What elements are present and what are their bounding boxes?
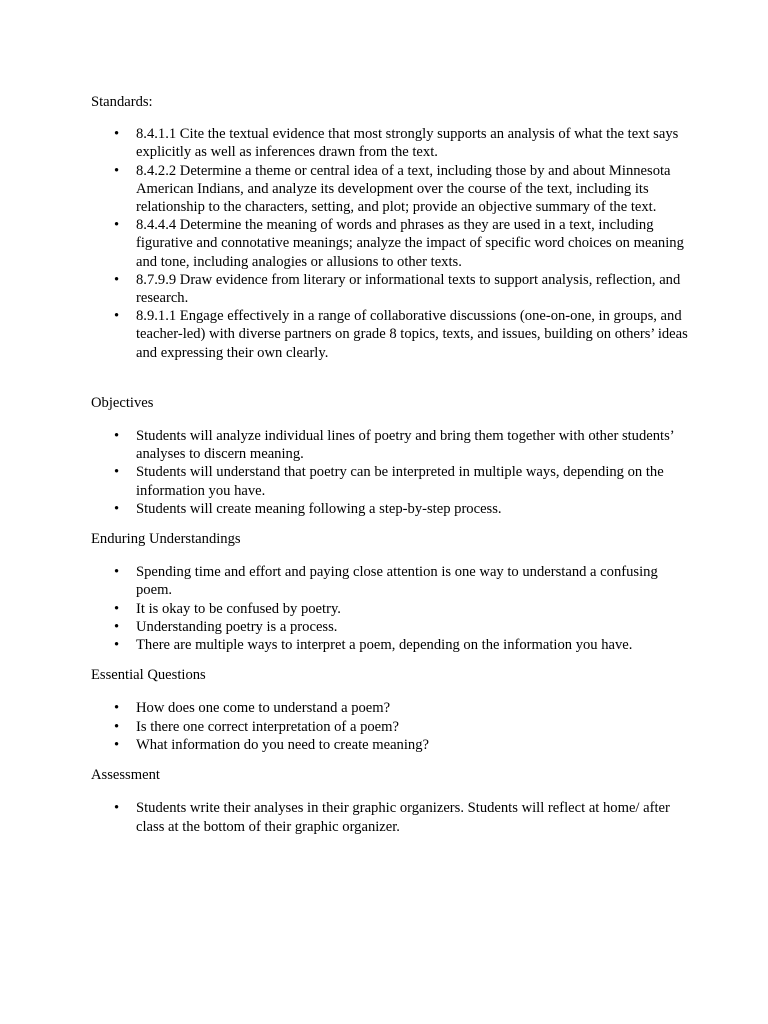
bullet-icon: •	[114, 162, 120, 179]
list-item-text: 8.4.1.1 Cite the textual evidence that most strongly supports an analysis of what the text says explicitly as well as inferences drawn from the text.	[136, 126, 679, 161]
bullet-icon: •	[114, 500, 120, 517]
bullet-icon: •	[114, 718, 120, 735]
list-item	[91, 216, 691, 271]
list-item-text: Spending time and effort and paying close attention is one way to understand a confusing poem.	[136, 564, 658, 599]
list-item	[91, 799, 691, 835]
essential-questions-heading: Essential Questions	[91, 667, 206, 684]
bullet-icon: •	[114, 700, 120, 717]
essential-questions-list	[91, 699, 691, 754]
list-item	[91, 162, 691, 217]
list-item-text: How does one come to understand a poem?	[136, 700, 391, 717]
list-item-text: Understanding poetry is a process.	[136, 618, 338, 635]
standards-list	[91, 125, 691, 362]
list-item	[91, 636, 691, 654]
bullet-icon: •	[114, 800, 120, 817]
list-item	[91, 463, 691, 499]
bullet-icon: •	[114, 126, 120, 143]
standards-heading: Standards:	[91, 94, 153, 110]
objectives-heading: Objectives	[91, 394, 154, 411]
list-item	[91, 307, 691, 362]
enduring-understandings-list	[91, 563, 691, 654]
document-page	[91, 93, 691, 836]
list-item-text: What information do you need to create meaning?	[136, 736, 429, 753]
bullet-icon: •	[114, 618, 120, 635]
bullet-icon: •	[114, 428, 120, 445]
bullet-icon: •	[114, 736, 120, 753]
bullet-icon: •	[114, 564, 120, 581]
bullet-icon: •	[114, 637, 120, 654]
objectives-list	[91, 427, 691, 518]
list-item-text: 8.4.4.4 Determine the meaning of words and phrases as they are used in a text, including figurative and connotative meanings; analyze the impact of specific word choices on meaning and tone, including analogies or allusions to other texts.	[136, 217, 684, 270]
bullet-icon: •	[114, 308, 120, 325]
bullet-icon: •	[114, 217, 120, 234]
list-item	[91, 500, 691, 518]
list-item-text: Students will create meaning following a step-by-step process.	[136, 500, 502, 517]
list-item-text: 8.4.2.2 Determine a theme or central idea of a text, including those by and about Minnesota American Indians, and analyze its development over the course of the text, including its relationship to the characters, setting, and plot; provide an objective summary of the text.	[136, 162, 671, 216]
list-item-text: Students will understand that poetry can be interpreted in multiple ways, depending on the information you have.	[136, 464, 664, 499]
bullet-icon: •	[114, 271, 120, 288]
bullet-icon: •	[114, 600, 120, 617]
bullet-icon: •	[114, 464, 120, 481]
assessment-list	[91, 799, 691, 835]
list-item	[91, 271, 691, 307]
list-item	[91, 600, 691, 618]
list-item	[91, 563, 691, 599]
list-item	[91, 699, 691, 717]
list-item	[91, 618, 691, 636]
list-item	[91, 427, 691, 463]
list-item-text: 8.7.9.9 Draw evidence from literary or informational texts to support analysis, reflection, and research.	[136, 271, 681, 307]
list-item	[91, 736, 691, 754]
list-item-text: 8.9.1.1 Engage effectively in a range of collaborative discussions (one-on-one, in groups, and teacher-led) with diverse partners on grade 8 topics, texts, and issues, building on others’ ideas and expressing their own clearly.	[136, 308, 688, 361]
list-item-text: It is okay to be confused by poetry.	[136, 600, 341, 617]
enduring-understandings-heading: Enduring Understandings	[91, 531, 241, 548]
list-item-text: Is there one correct interpretation of a poem?	[136, 718, 399, 735]
assessment-heading: Assessment	[91, 767, 160, 784]
list-item-text: Students will analyze individual lines of poetry and bring them together with other students’ analyses to discern meaning.	[136, 428, 674, 463]
list-item	[91, 718, 691, 736]
list-item	[91, 125, 691, 161]
list-item-text: There are multiple ways to interpret a poem, depending on the information you have.	[136, 637, 633, 654]
list-item-text: Students write their analyses in their graphic organizers. Students will reflect at home/ after class at the bottom of their graphic organizer.	[136, 800, 670, 835]
